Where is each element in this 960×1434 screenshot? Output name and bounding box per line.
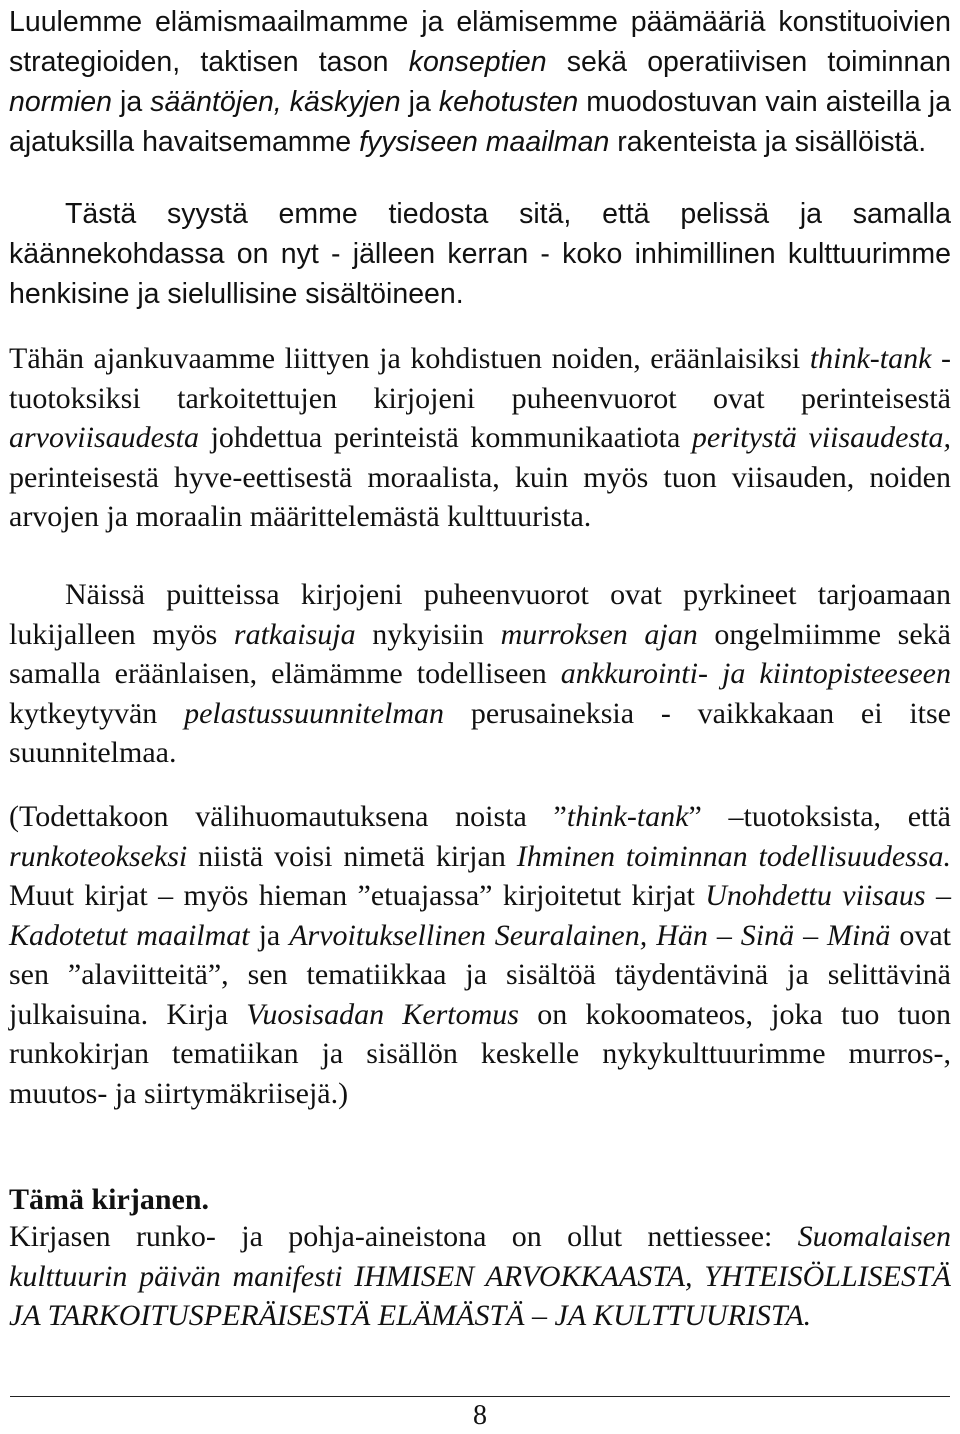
italic-text-run: Arvoituksellinen Seuralainen, Hän – Sinä – Minä (289, 918, 891, 952)
italic-text-run: think-tank (566, 800, 689, 833)
text-run: rakenteista ja sisällöistä. (609, 126, 927, 158)
italic-text-run: Ihminen toiminnan todellisuudessa. (516, 839, 951, 873)
text-run: nykyisiin (355, 617, 501, 651)
text-run: Luulemme elämismaailmamme ja elämisemme päämääriä konstituoivien strategioiden, taktisen tason (9, 6, 951, 78)
text-run: ja (400, 86, 439, 118)
text-run: Tästä syystä emme tiedosta sitä, että pelissä ja samalla käännekohdassa on nyt - jälleen kerran - koko inhimillinen kulttuurimme henkisine ja sielullisine sisältöineen. (9, 198, 951, 310)
paragraph-4 (9, 575, 951, 773)
text-run: -tuotoksiksi tarkoitettujen kirjojeni puheenvuorot ovat perinteisestä (9, 342, 951, 415)
italic-text-run: konseptien (408, 46, 547, 78)
text-run: ovat sen ”alaviitteitä”, sen tematiikkaa ja sisältöä täydentävinä ja selittävinä julkaisuina. Kirja (9, 918, 951, 1031)
italic-text-run: kehotusten (438, 86, 579, 118)
italic-text-run: runkoteokseksi (9, 839, 188, 873)
paragraph-2 (9, 194, 951, 314)
text-run: perusaineksia - vaikkakaan ei itse suunnitelmaa. (9, 696, 951, 769)
italic-text-run: ratkaisuja (233, 617, 356, 651)
text-run: sekä operatiivisen toiminnan (546, 46, 951, 78)
italic-text-run: peritystä viisaudesta, (691, 421, 951, 454)
italic-text-run: Vuosisadan Kertomus (246, 997, 519, 1031)
italic-text-run: ankkurointi- ja kiintopisteeseen (560, 657, 951, 690)
text-run: Näissä puitteissa kirjojeni puheenvuorot ovat pyrkineet tarjoamaan lukijalleen myös (9, 578, 951, 651)
text-run: (Todettakoon välihuomautuksena noista ” (9, 800, 567, 833)
text-run: perinteisestä hyve-eettisestä moraalista, kuin myös tuon viisauden, noiden arvojen ja moraalin määrittelemästä kulttuurista. (9, 460, 951, 533)
text-run: kytkeytyvän (9, 696, 185, 730)
text-run: Tähän ajankuvaamme liittyen ja kohdistuen noiden, eräänlaisiksi (9, 342, 810, 375)
text-run: Kirjasen runko- ja pohja-aineistona on ollut nettiessee: (9, 1220, 798, 1253)
text-run: ” –tuotoksista, että (688, 800, 952, 833)
italic-text-run: murroksen ajan (500, 617, 698, 651)
section-heading: Tämä kirjanen. (9, 1183, 210, 1216)
paragraph-3 (9, 339, 951, 537)
italic-text-run: sääntöjen, käskyjen (150, 86, 401, 118)
footer-rule (10, 1396, 950, 1397)
text-run: ja (249, 918, 290, 952)
text-run: johdettua perinteistä kommunikaatiota (198, 421, 692, 454)
paragraph-6 (9, 1217, 951, 1336)
paragraph-5 (9, 797, 951, 1113)
italic-text-run: Unohdettu viisaus – Kadotetut maailmat (9, 879, 951, 952)
text-run: niistä voisi nimetä kirjan (187, 839, 517, 873)
italic-text-run: arvoviisaudesta (9, 421, 199, 454)
text-run: Muut kirjat – myös hieman ”etuajassa” kirjoitetut kirjat (9, 879, 706, 912)
paragraph-1 (9, 2, 951, 162)
italic-text-run: pelastussuunnitelman (184, 696, 445, 730)
italic-text-run: fyysiseen maailman (359, 126, 610, 158)
text-run: muodostuvan vain aisteilla ja ajatuksilla havaitsemamme (9, 86, 951, 158)
italic-text-run: normien (9, 86, 112, 118)
italic-text-run: Suomalaisen kulttuurin päivän manifesti IHMISEN ARVOKKAASTA, YHTEISÖLLISESTÄ JA TARKOITUSPERÄISESTÄ ELÄMÄSTÄ – JA KULTTUURISTA. (9, 1220, 951, 1332)
page-number: 8 (473, 1400, 487, 1431)
text-run: ongelmiimme sekä samalla eräänlaisen, elämämme todelliseen (9, 617, 951, 690)
text-run: ja (111, 86, 151, 118)
text-run: on kokoomateos, joka tuo tuon runkokirjan tematiikan ja sisällön keskelle nykykulttuurimme murros-, muutos- ja siirtymäkriisejä.) (9, 997, 951, 1110)
italic-text-run: think-tank (809, 342, 932, 375)
